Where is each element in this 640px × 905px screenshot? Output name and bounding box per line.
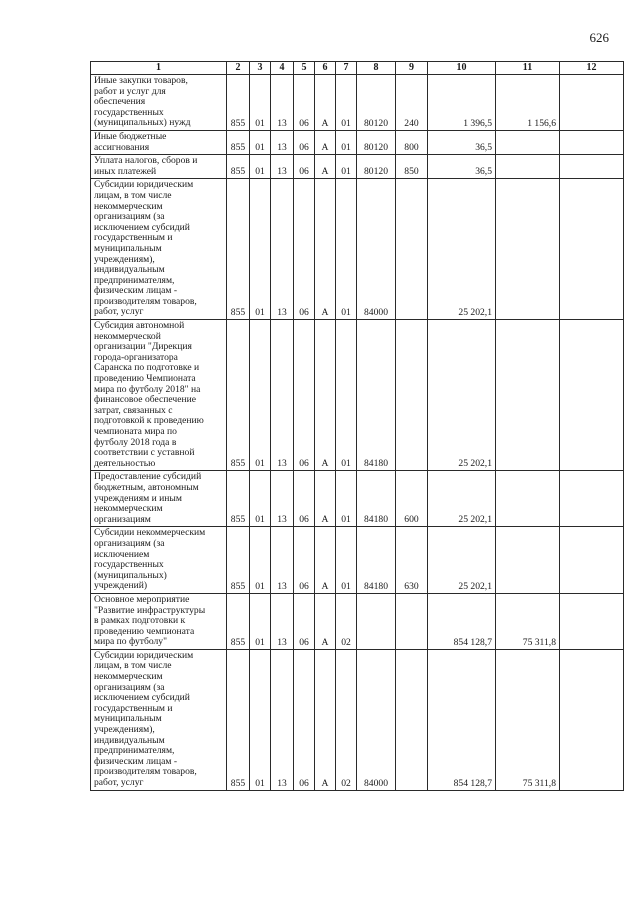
cell-col3: 01 [250, 179, 271, 320]
row-name: Субсидия автономной некоммерческой организации "Дирекция города-организатора Саранска по подготовке и проведению Чемпионата мира по футболу 2018" на финансовое обеспечение затрат, связанных с подготовкой к проведению чемпионата мира по футболу 2018 года в соответствии с уставной деятельностью [91, 320, 227, 471]
cell-col12 [560, 320, 624, 471]
cell-col2: 855 [227, 179, 250, 320]
cell-col2: 855 [227, 527, 250, 594]
cell-col4: 13 [271, 75, 294, 131]
table-row [91, 130, 624, 154]
cell-col7: 01 [336, 155, 357, 179]
cell-col4: 13 [271, 593, 294, 649]
cell-col11 [496, 527, 560, 594]
cell-col9: 800 [396, 130, 428, 154]
column-header: 10 [428, 62, 496, 75]
cell-col8: 80120 [357, 155, 396, 179]
cell-col5: 06 [294, 179, 315, 320]
column-header: 9 [396, 62, 428, 75]
cell-col8 [357, 593, 396, 649]
page-number: 626 [589, 30, 609, 45]
column-header: 4 [271, 62, 294, 75]
cell-col3: 01 [250, 593, 271, 649]
table-row [91, 320, 624, 471]
cell-col12 [560, 527, 624, 594]
cell-col8: 80120 [357, 130, 396, 154]
cell-col7: 02 [336, 593, 357, 649]
cell-col12 [560, 649, 624, 790]
cell-col11: 1 156,6 [496, 75, 560, 131]
cell-col11 [496, 471, 560, 527]
cell-col11 [496, 155, 560, 179]
cell-col11: 75 311,8 [496, 649, 560, 790]
cell-col10: 25 202,1 [428, 527, 496, 594]
cell-col5: 06 [294, 593, 315, 649]
cell-col10: 25 202,1 [428, 179, 496, 320]
cell-col9 [396, 320, 428, 471]
row-name: Субсидии юридическим лицам, в том числе некоммерческим организациям (за исключением субсидий государственным и муниципальным учреждениям), индивидуальным предпринимателям, физическим лицам - производителям товаров, работ, услуг [91, 179, 227, 320]
row-name: Субсидии некоммерческим организациям (за исключением государственных (муниципальных) учреждений) [91, 527, 227, 594]
cell-col4: 13 [271, 527, 294, 594]
cell-col5: 06 [294, 130, 315, 154]
cell-col10: 854 128,7 [428, 649, 496, 790]
cell-col7: 01 [336, 179, 357, 320]
cell-col2: 855 [227, 130, 250, 154]
cell-col3: 01 [250, 527, 271, 594]
column-header: 8 [357, 62, 396, 75]
cell-col3: 01 [250, 75, 271, 131]
cell-col8: 84180 [357, 471, 396, 527]
row-name: Уплата налогов, сборов и иных платежей [91, 155, 227, 179]
cell-col6: А [315, 593, 336, 649]
table-row [91, 179, 624, 320]
cell-col2: 855 [227, 471, 250, 527]
row-name: Иные бюджетные ассигнования [91, 130, 227, 154]
cell-col9 [396, 593, 428, 649]
cell-col10: 36,5 [428, 130, 496, 154]
cell-col6: А [315, 75, 336, 131]
cell-col8: 84000 [357, 649, 396, 790]
column-header: 3 [250, 62, 271, 75]
column-header: 2 [227, 62, 250, 75]
cell-col12 [560, 75, 624, 131]
cell-col5: 06 [294, 471, 315, 527]
row-name: Предоставление субсидий бюджетным, автономным учреждениям и иным некоммерческим организациям [91, 471, 227, 527]
cell-col11 [496, 130, 560, 154]
cell-col3: 01 [250, 471, 271, 527]
cell-col5: 06 [294, 75, 315, 131]
cell-col9: 630 [396, 527, 428, 594]
table-row [91, 75, 624, 131]
column-header: 1 [91, 62, 227, 75]
cell-col9: 240 [396, 75, 428, 131]
cell-col9 [396, 649, 428, 790]
cell-col2: 855 [227, 593, 250, 649]
cell-col6: А [315, 649, 336, 790]
cell-col12 [560, 130, 624, 154]
row-name: Основное мероприятие "Развитие инфраструктуры в рамках подготовки к проведению чемпионата мира по футболу" [91, 593, 227, 649]
cell-col10: 36,5 [428, 155, 496, 179]
table-row [91, 471, 624, 527]
cell-col4: 13 [271, 320, 294, 471]
row-name: Иные закупки товаров, работ и услуг для обеспечения государственных (муниципальных) нужд [91, 75, 227, 131]
cell-col4: 13 [271, 179, 294, 320]
cell-col11: 75 311,8 [496, 593, 560, 649]
table-row [91, 155, 624, 179]
cell-col6: А [315, 320, 336, 471]
cell-col2: 855 [227, 75, 250, 131]
cell-col10: 854 128,7 [428, 593, 496, 649]
cell-col2: 855 [227, 320, 250, 471]
cell-col5: 06 [294, 320, 315, 471]
cell-col8: 84180 [357, 320, 396, 471]
cell-col10: 25 202,1 [428, 471, 496, 527]
cell-col7: 01 [336, 130, 357, 154]
cell-col10: 25 202,1 [428, 320, 496, 471]
column-header: 6 [315, 62, 336, 75]
cell-col2: 855 [227, 649, 250, 790]
cell-col7: 01 [336, 75, 357, 131]
cell-col5: 06 [294, 527, 315, 594]
cell-col12 [560, 593, 624, 649]
cell-col9: 850 [396, 155, 428, 179]
cell-col7: 02 [336, 649, 357, 790]
cell-col6: А [315, 471, 336, 527]
column-header: 11 [496, 62, 560, 75]
cell-col11 [496, 320, 560, 471]
table-row [91, 527, 624, 594]
cell-col12 [560, 179, 624, 320]
cell-col4: 13 [271, 130, 294, 154]
cell-col9 [396, 179, 428, 320]
cell-col4: 13 [271, 155, 294, 179]
cell-col6: А [315, 527, 336, 594]
row-name: Субсидии юридическим лицам, в том числе некоммерческим организациям (за исключением субсидий государственным и муниципальным учреждениям), индивидуальным предпринимателям, физическим лицам - производителям товаров, работ, услуг [91, 649, 227, 790]
cell-col8: 84180 [357, 527, 396, 594]
cell-col12 [560, 471, 624, 527]
table-row [91, 649, 624, 790]
budget-table [90, 61, 624, 791]
cell-col7: 01 [336, 527, 357, 594]
cell-col6: А [315, 130, 336, 154]
cell-col4: 13 [271, 471, 294, 527]
table-row [91, 593, 624, 649]
cell-col12 [560, 155, 624, 179]
cell-col4: 13 [271, 649, 294, 790]
column-header: 12 [560, 62, 624, 75]
table-header-row [91, 62, 624, 75]
cell-col9: 600 [396, 471, 428, 527]
cell-col3: 01 [250, 649, 271, 790]
cell-col8: 80120 [357, 75, 396, 131]
cell-col3: 01 [250, 320, 271, 471]
cell-col5: 06 [294, 155, 315, 179]
cell-col11 [496, 179, 560, 320]
cell-col7: 01 [336, 320, 357, 471]
cell-col5: 06 [294, 649, 315, 790]
cell-col8: 84000 [357, 179, 396, 320]
column-header: 7 [336, 62, 357, 75]
cell-col3: 01 [250, 130, 271, 154]
cell-col6: А [315, 179, 336, 320]
cell-col7: 01 [336, 471, 357, 527]
cell-col2: 855 [227, 155, 250, 179]
cell-col10: 1 396,5 [428, 75, 496, 131]
column-header: 5 [294, 62, 315, 75]
cell-col3: 01 [250, 155, 271, 179]
cell-col6: А [315, 155, 336, 179]
